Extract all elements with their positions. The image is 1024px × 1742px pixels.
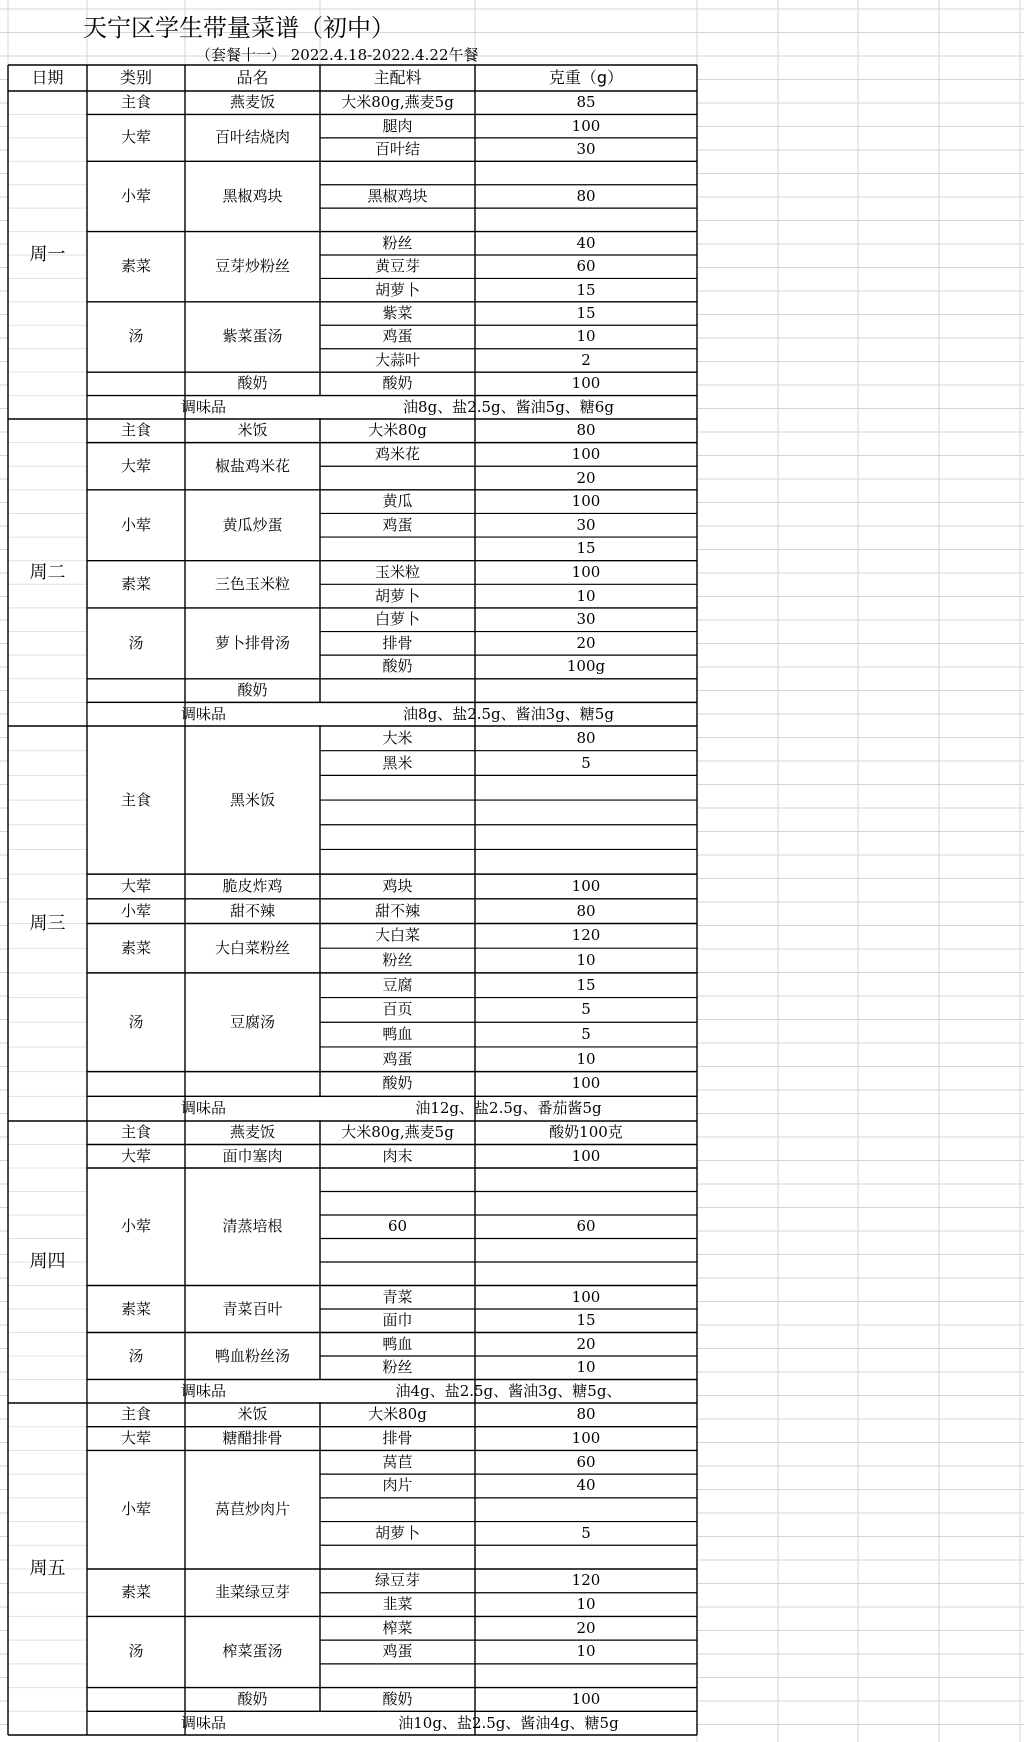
ingredient-cell: 甜不辣 bbox=[374, 901, 420, 920]
column-header: 日期 bbox=[31, 68, 64, 87]
weight-cell: 100 bbox=[571, 1074, 601, 1093]
ingredient-cell: 大米80g,燕麦5g bbox=[341, 1123, 454, 1142]
ingredient-cell: 60 bbox=[387, 1217, 408, 1236]
category-cell: 大荤 bbox=[120, 456, 151, 475]
ingredient-cell: 大米 bbox=[382, 728, 413, 747]
weight-cell: 15 bbox=[576, 975, 596, 994]
dish-name-cell: 黄瓜炒蛋 bbox=[222, 515, 283, 534]
ingredient-cell: 黑米 bbox=[382, 753, 413, 772]
weight-cell: 80 bbox=[576, 901, 596, 920]
dish-name-cell: 米饭 bbox=[237, 421, 268, 440]
ingredient-cell: 胡萝卜 bbox=[374, 280, 420, 299]
ingredient-cell: 排骨 bbox=[382, 1429, 413, 1448]
category-cell: 素菜 bbox=[120, 1299, 151, 1318]
category-cell: 主食 bbox=[120, 790, 151, 809]
category-cell: 小荤 bbox=[120, 515, 151, 534]
weight-cell bbox=[475, 1498, 697, 1522]
category-cell: 大荤 bbox=[120, 1429, 151, 1448]
category-cell: 汤 bbox=[128, 1642, 144, 1661]
weight-cell: 80 bbox=[576, 421, 596, 440]
weight-cell: 5 bbox=[581, 1000, 591, 1019]
dish-name-cell: 三色玉米粒 bbox=[214, 574, 290, 593]
ingredient-cell bbox=[320, 1498, 475, 1522]
category-cell: 小荤 bbox=[120, 1217, 151, 1236]
weight-cell: 60 bbox=[576, 1452, 596, 1471]
ingredient-cell: 大米80g,燕麦5g bbox=[341, 93, 454, 112]
weight-cell: 60 bbox=[576, 1217, 596, 1236]
weight-cell: 20 bbox=[576, 1334, 596, 1353]
weight-cell: 5 bbox=[581, 1523, 591, 1542]
weight-cell: 20 bbox=[576, 633, 596, 652]
category-cell: 素菜 bbox=[120, 1583, 151, 1602]
ingredient-cell: 粉丝 bbox=[382, 233, 413, 252]
ingredient-cell: 大米80g bbox=[368, 1405, 427, 1424]
day-label: 周四 bbox=[29, 1251, 66, 1272]
seasoning-label: 调味品 bbox=[180, 704, 226, 723]
dish-name-cell: 黑椒鸡块 bbox=[222, 186, 283, 205]
column-header: 主配料 bbox=[373, 68, 422, 87]
ingredient-cell bbox=[320, 775, 475, 800]
ingredient-cell: 豆腐 bbox=[382, 975, 413, 994]
seasoning-label: 调味品 bbox=[180, 1381, 226, 1400]
weight-cell bbox=[475, 825, 697, 850]
ingredient-cell bbox=[320, 679, 475, 703]
weight-cell bbox=[475, 800, 697, 825]
ingredient-cell: 大白菜 bbox=[374, 926, 420, 945]
column-header: 克重（g） bbox=[548, 68, 624, 87]
day-label: 周一 bbox=[29, 244, 66, 265]
category-cell: 大荤 bbox=[120, 876, 151, 895]
ingredient-cell bbox=[320, 1192, 475, 1216]
ingredient-cell: 胡萝卜 bbox=[374, 1523, 420, 1542]
page-subtitle: （套餐十一） 2022.4.18-2022.4.22午餐 bbox=[196, 46, 479, 64]
category-cell: 汤 bbox=[128, 1012, 144, 1031]
weight-cell: 100 bbox=[571, 492, 601, 511]
column-header: 类别 bbox=[119, 68, 152, 87]
ingredient-cell: 莴苣 bbox=[382, 1452, 413, 1471]
weight-cell: 100 bbox=[571, 116, 601, 135]
ingredient-cell: 大蒜叶 bbox=[374, 350, 420, 369]
weight-cell: 5 bbox=[581, 1025, 591, 1044]
ingredient-cell: 鸭血 bbox=[382, 1025, 413, 1044]
dish-name-cell: 萝卜排骨汤 bbox=[214, 633, 290, 652]
weight-cell bbox=[475, 1168, 697, 1192]
ingredient-cell: 榨菜 bbox=[382, 1618, 413, 1637]
ingredient-cell bbox=[320, 1545, 475, 1569]
weight-cell: 100 bbox=[571, 1287, 601, 1306]
category-cell: 主食 bbox=[120, 93, 151, 112]
dish-name-cell: 大白菜粉丝 bbox=[214, 938, 290, 957]
dish-name-cell: 榨菜蛋汤 bbox=[222, 1642, 283, 1661]
ingredient-cell: 腿肉 bbox=[382, 116, 413, 135]
category-cell: 汤 bbox=[128, 1346, 144, 1365]
ingredient-cell: 鸡蛋 bbox=[382, 515, 413, 534]
weight-cell bbox=[475, 1664, 697, 1688]
category-cell: 素菜 bbox=[120, 257, 151, 276]
ingredient-cell: 青菜 bbox=[382, 1287, 413, 1306]
weight-cell: 10 bbox=[576, 1358, 596, 1377]
category-cell: 大荤 bbox=[120, 128, 151, 147]
ingredient-cell: 鸡蛋 bbox=[382, 1049, 413, 1068]
category-cell: 小荤 bbox=[120, 1500, 151, 1519]
weight-cell: 30 bbox=[576, 610, 596, 629]
weight-cell bbox=[475, 1192, 697, 1216]
weight-cell: 100 bbox=[571, 1429, 601, 1448]
weight-cell: 100 bbox=[571, 562, 601, 581]
ingredient-cell: 韭菜 bbox=[382, 1595, 413, 1614]
weight-cell bbox=[475, 849, 697, 874]
seasoning-value: 油8g、盐2.5g、酱油3g、糖5g bbox=[403, 704, 614, 723]
category-cell: 小荤 bbox=[120, 901, 151, 920]
ingredient-cell: 鸡蛋 bbox=[382, 327, 413, 346]
weight-cell: 100 bbox=[571, 876, 601, 895]
dish-name-cell bbox=[185, 1072, 320, 1097]
weight-cell: 2 bbox=[581, 350, 591, 369]
dish-name-cell: 青菜百叶 bbox=[222, 1299, 283, 1318]
day-label: 周三 bbox=[29, 912, 66, 934]
dish-name-cell: 紫菜蛋汤 bbox=[222, 327, 283, 346]
ingredient-cell bbox=[320, 466, 475, 490]
weight-cell: 120 bbox=[571, 926, 601, 945]
weight-cell: 100 bbox=[571, 1689, 601, 1708]
ingredient-cell: 面巾 bbox=[382, 1311, 413, 1330]
dish-name-cell: 米饭 bbox=[237, 1405, 268, 1424]
weight-cell: 40 bbox=[576, 1476, 596, 1495]
ingredient-cell: 酸奶 bbox=[382, 1689, 413, 1708]
page-title: 天宁区学生带量菜谱（初中） bbox=[83, 14, 395, 42]
dish-name-cell: 椒盐鸡米花 bbox=[214, 456, 290, 475]
seasoning-value: 油8g、盐2.5g、酱油5g、糖6g bbox=[403, 397, 614, 416]
seasoning-label: 调味品 bbox=[180, 397, 226, 416]
weight-cell: 10 bbox=[576, 1642, 596, 1661]
seasoning-label: 调味品 bbox=[180, 1099, 226, 1118]
weight-cell bbox=[475, 208, 697, 231]
dish-name-cell: 豆腐汤 bbox=[229, 1012, 275, 1031]
ingredient-cell bbox=[320, 1664, 475, 1688]
weight-cell: 15 bbox=[576, 539, 596, 558]
category-cell: 汤 bbox=[128, 327, 144, 346]
weight-cell: 10 bbox=[576, 327, 596, 346]
ingredient-cell bbox=[320, 1239, 475, 1263]
weight-cell: 85 bbox=[576, 93, 596, 112]
ingredient-cell bbox=[320, 800, 475, 825]
category-cell: 主食 bbox=[120, 1123, 151, 1142]
ingredient-cell bbox=[320, 537, 475, 561]
weight-cell: 15 bbox=[576, 280, 596, 299]
ingredient-cell: 粉丝 bbox=[382, 1358, 413, 1377]
weight-cell: 10 bbox=[576, 586, 596, 605]
dish-name-cell: 百叶结烧肉 bbox=[214, 128, 290, 147]
weight-cell: 120 bbox=[571, 1571, 601, 1590]
weight-cell: 100 bbox=[571, 374, 601, 393]
category-cell: 素菜 bbox=[120, 938, 151, 957]
ingredient-cell: 肉片 bbox=[382, 1476, 413, 1495]
weight-cell: 15 bbox=[576, 304, 596, 323]
weight-cell bbox=[475, 775, 697, 800]
ingredient-cell: 粉丝 bbox=[382, 951, 413, 970]
category-cell bbox=[87, 372, 185, 395]
weight-cell: 15 bbox=[576, 1311, 596, 1330]
ingredient-cell bbox=[320, 1262, 475, 1286]
dish-name-cell: 脆皮炸鸡 bbox=[222, 876, 283, 895]
dish-name-cell: 豆芽炒粉丝 bbox=[214, 257, 290, 276]
weight-cell: 20 bbox=[576, 468, 596, 487]
weight-cell: 30 bbox=[576, 140, 596, 159]
dish-name-cell: 鸭血粉丝汤 bbox=[214, 1346, 290, 1365]
weight-cell: 10 bbox=[576, 1595, 596, 1614]
ingredient-cell: 鸭血 bbox=[382, 1334, 413, 1353]
weight-cell: 60 bbox=[576, 257, 596, 276]
ingredient-cell: 肉末 bbox=[382, 1146, 413, 1165]
dish-name-cell: 韭菜绿豆芽 bbox=[214, 1583, 290, 1602]
dish-name-cell: 面巾塞肉 bbox=[222, 1146, 283, 1165]
category-cell: 小荤 bbox=[120, 186, 151, 205]
seasoning-value: 油12g、盐2.5g、番茄酱5g bbox=[415, 1099, 602, 1118]
ingredient-cell bbox=[320, 825, 475, 850]
ingredient-cell: 酸奶 bbox=[382, 1074, 413, 1093]
ingredient-cell: 黑椒鸡块 bbox=[367, 186, 428, 205]
ingredient-cell: 酸奶 bbox=[382, 374, 413, 393]
dish-name-cell: 黑米饭 bbox=[229, 790, 275, 809]
weight-cell: 30 bbox=[576, 515, 596, 534]
dish-name-cell: 酸奶 bbox=[237, 681, 268, 700]
category-cell: 汤 bbox=[128, 633, 144, 652]
ingredient-cell: 鸡块 bbox=[382, 876, 413, 895]
ingredient-cell: 排骨 bbox=[382, 633, 413, 652]
column-header: 品名 bbox=[236, 68, 269, 87]
dish-name-cell: 燕麦饭 bbox=[229, 1123, 275, 1142]
dish-name-cell: 莴苣炒肉片 bbox=[214, 1500, 290, 1519]
dish-name-cell: 酸奶 bbox=[237, 374, 268, 393]
weight-cell: 40 bbox=[576, 233, 596, 252]
ingredient-cell: 黄豆芽 bbox=[374, 257, 420, 276]
weight-cell bbox=[475, 1262, 697, 1286]
ingredient-cell: 胡萝卜 bbox=[374, 586, 420, 605]
ingredient-cell: 鸡蛋 bbox=[382, 1642, 413, 1661]
ingredient-cell: 玉米粒 bbox=[374, 562, 420, 581]
category-cell: 主食 bbox=[120, 421, 151, 440]
ingredient-cell: 黄瓜 bbox=[382, 492, 413, 511]
seasoning-value: 油4g、盐2.5g、酱油3g、糖5g、 bbox=[395, 1381, 622, 1400]
dish-name-cell: 糖醋排骨 bbox=[222, 1429, 283, 1448]
category-cell: 素菜 bbox=[120, 574, 151, 593]
weight-cell: 100g bbox=[566, 657, 606, 676]
weight-cell: 100 bbox=[571, 444, 601, 463]
category-cell bbox=[87, 679, 185, 703]
weight-cell: 酸奶100克 bbox=[549, 1123, 623, 1142]
weight-cell: 10 bbox=[576, 1049, 596, 1068]
dish-name-cell: 甜不辣 bbox=[229, 901, 275, 920]
ingredient-cell: 白萝卜 bbox=[374, 610, 420, 629]
weight-cell: 5 bbox=[581, 753, 591, 772]
weight-cell bbox=[475, 161, 697, 184]
ingredient-cell bbox=[320, 161, 475, 184]
ingredient-cell: 百叶结 bbox=[374, 140, 420, 159]
weight-cell bbox=[475, 679, 697, 703]
ingredient-cell: 大米80g bbox=[368, 421, 427, 440]
seasoning-label: 调味品 bbox=[180, 1713, 226, 1732]
day-label: 周五 bbox=[29, 1558, 66, 1579]
category-cell: 主食 bbox=[120, 1405, 151, 1424]
weight-cell: 20 bbox=[576, 1618, 596, 1637]
weight-cell: 100 bbox=[571, 1146, 601, 1165]
weight-cell bbox=[475, 1545, 697, 1569]
ingredient-cell bbox=[320, 208, 475, 231]
ingredient-cell: 紫菜 bbox=[382, 304, 413, 323]
dish-name-cell: 清蒸培根 bbox=[222, 1217, 283, 1236]
weight-cell: 10 bbox=[576, 951, 596, 970]
ingredient-cell: 鸡米花 bbox=[374, 444, 420, 463]
weight-cell bbox=[475, 1239, 697, 1263]
seasoning-value: 油10g、盐2.5g、酱油4g、糖5g bbox=[398, 1713, 619, 1732]
dish-name-cell: 酸奶 bbox=[237, 1689, 268, 1708]
ingredient-cell bbox=[320, 849, 475, 874]
day-label: 周二 bbox=[29, 561, 66, 583]
ingredient-cell bbox=[320, 1168, 475, 1192]
category-cell bbox=[87, 1072, 185, 1097]
weight-cell: 80 bbox=[576, 728, 596, 747]
weight-cell: 80 bbox=[576, 186, 596, 205]
category-cell bbox=[87, 1688, 185, 1712]
dish-name-cell: 燕麦饭 bbox=[229, 93, 275, 112]
ingredient-cell: 百页 bbox=[382, 1000, 413, 1019]
weight-cell: 80 bbox=[576, 1405, 596, 1424]
category-cell: 大荤 bbox=[120, 1146, 151, 1165]
ingredient-cell: 酸奶 bbox=[382, 657, 413, 676]
ingredient-cell: 绿豆芽 bbox=[374, 1571, 420, 1590]
